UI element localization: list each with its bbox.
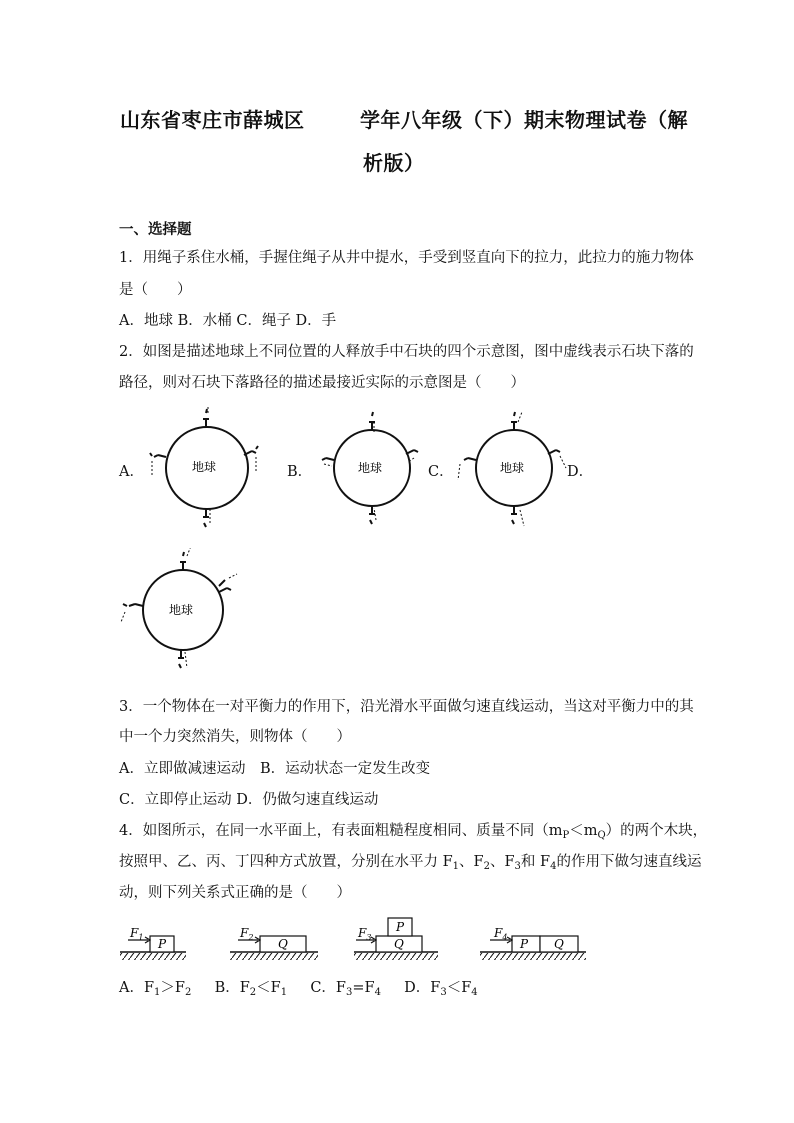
block-q-label: Q bbox=[278, 937, 288, 951]
section-heading: 一、选择题 bbox=[119, 222, 192, 238]
earth-label: 地球 bbox=[358, 461, 383, 475]
q2-label-a: A． bbox=[119, 464, 144, 480]
q4-line3: 动，则下列关系式正确的是（ ） bbox=[119, 885, 351, 901]
force-label: F bbox=[130, 926, 139, 940]
force-label: F bbox=[240, 926, 249, 940]
earth-label: 地球 bbox=[192, 460, 217, 474]
q2-label-d: D． bbox=[567, 464, 594, 480]
earth-figure-a bbox=[140, 405, 265, 530]
q2-label-c: C． bbox=[428, 464, 454, 480]
blocks-figure bbox=[118, 910, 608, 970]
q4-line2: 按照甲、乙、丙、丁四种方式放置，分别在水平力 $F_1$、$F_2$、$F_3$和 $F_4$的作用下做匀速直线运 bbox=[119, 854, 702, 872]
q3-line2: 中一个力突然消失，则物体（ ） bbox=[119, 729, 351, 745]
block-p-label: P bbox=[520, 937, 529, 951]
force-label: F bbox=[358, 926, 367, 940]
block-p-label: P bbox=[158, 937, 167, 951]
block-q-label: Q bbox=[554, 937, 564, 951]
svg-text:F2: $F_2$ bbox=[240, 926, 254, 942]
earth-figure-c bbox=[452, 410, 570, 530]
q3-options2: C．立即停止运动 D．仍做匀速直线运动 bbox=[119, 792, 379, 808]
svg-text:F3: $F_3$ bbox=[358, 926, 372, 942]
q1-line2: 是（ ） bbox=[119, 282, 192, 298]
q2-label-b: B． bbox=[287, 464, 313, 480]
svg-text:F1: $F_1$ bbox=[130, 926, 144, 942]
title-line2: 析版） bbox=[363, 151, 425, 175]
q3-options1: A．立即做减速运动 B．运动状态一定发生改变 bbox=[119, 761, 431, 777]
earth-figure-b bbox=[312, 410, 430, 530]
q2-line1: 2．如图是描述地球上不同位置的人释放手中石块的四个示意图，图中虚线表示石块下落的 bbox=[119, 344, 694, 360]
title-right: 学年八年级（下）期末物理试卷（解 bbox=[360, 108, 688, 132]
title-left: 山东省枣庄市薛城区 bbox=[120, 108, 305, 132]
svg-text:F4: $F_4$ bbox=[494, 926, 508, 942]
q1-options: A．地球 B．水桶 C．绳子 D．手 bbox=[119, 313, 337, 329]
earth-figure-d bbox=[115, 548, 245, 673]
earth-label: 地球 bbox=[500, 461, 525, 475]
q3-line1: 3．一个物体在一对平衡力的作用下，沿光滑水平面做匀速直线运动，当这对平衡力中的其 bbox=[119, 699, 694, 715]
force-label: F bbox=[494, 926, 503, 940]
block-p-label: P bbox=[396, 920, 405, 934]
q1-line1: 1．用绳子系住水桶，手握住绳子从井中提水，手受到竖直向下的拉力，此拉力的施力物体 bbox=[119, 250, 694, 266]
earth-label: 地球 bbox=[169, 603, 194, 617]
q4-options: A．$F_1>F_2$ B．$F_2<F_1$ C．$F_3=F_4$ D．$F_3<F_4$ bbox=[119, 980, 478, 998]
q2-line2: 路径，则对石块下落路径的描述最接近实际的示意图是（ ） bbox=[119, 375, 525, 391]
q4-line1: 4．如图所示，在同一水平面上，有表面粗糙程度相同、质量不同$(m_P<m_Q)$的两个木块， bbox=[119, 823, 708, 841]
block-q-label: Q bbox=[394, 937, 404, 951]
